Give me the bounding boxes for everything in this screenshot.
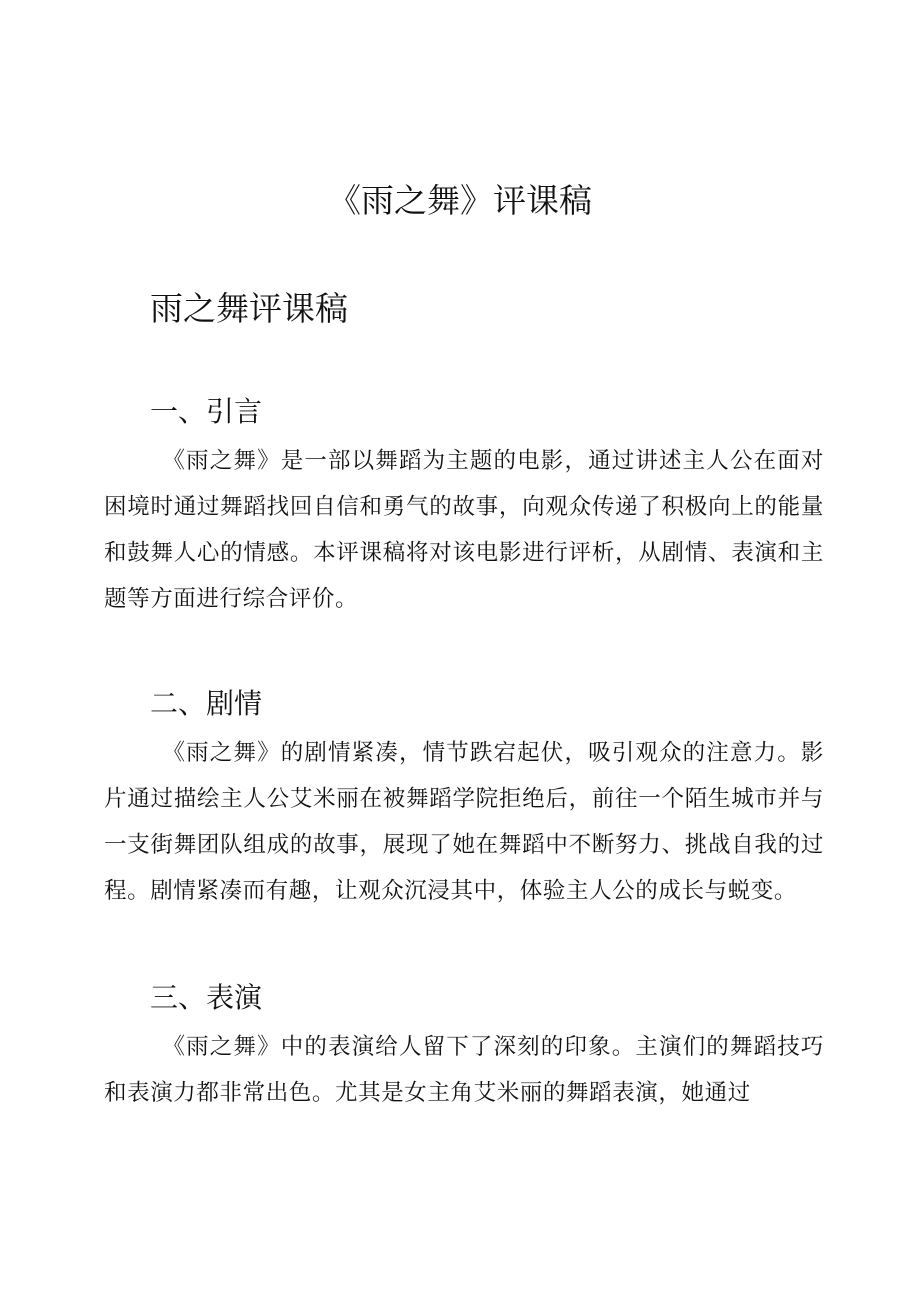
section-heading: 三、表演	[150, 981, 263, 1014]
document-title: 《雨之舞》评课稿	[328, 181, 592, 220]
section-paragraph: 《雨之舞》中的表演给人留下了深刻的印象。主演们的舞蹈技巧和表演力都非常出色。尤其是女主角艾米丽的舞蹈表演，她通过	[104, 1034, 824, 1106]
document-subtitle: 雨之舞评课稿	[150, 289, 348, 328]
section-introduction	[104, 392, 824, 622]
section-heading: 二、剧情	[150, 687, 263, 720]
section-paragraph: 《雨之舞》的剧情紧凑，情节跌宕起伏，吸引观众的注意力。影片通过描绘主人公艾米丽在被舞蹈学院拒绝后，前往一个陌生城市并与一支街舞团队组成的故事，展现了她在舞蹈中不断努力、挑战自我的过程。剧情紧凑而有趣，让观众沉浸其中，体验主人公的成长与蜕变。	[104, 740, 824, 904]
section-heading: 一、引言	[150, 395, 263, 428]
section-performance	[104, 978, 824, 1116]
section-plot	[104, 684, 824, 914]
section-paragraph: 《雨之舞》是一部以舞蹈为主题的电影，通过讲述主人公在面对困境时通过舞蹈找回自信和勇气的故事，向观众传递了积极向上的能量和鼓舞人心的情感。本评课稿将对该电影进行评析，从剧情、表演和主题等方面进行综合评价。	[104, 448, 824, 612]
